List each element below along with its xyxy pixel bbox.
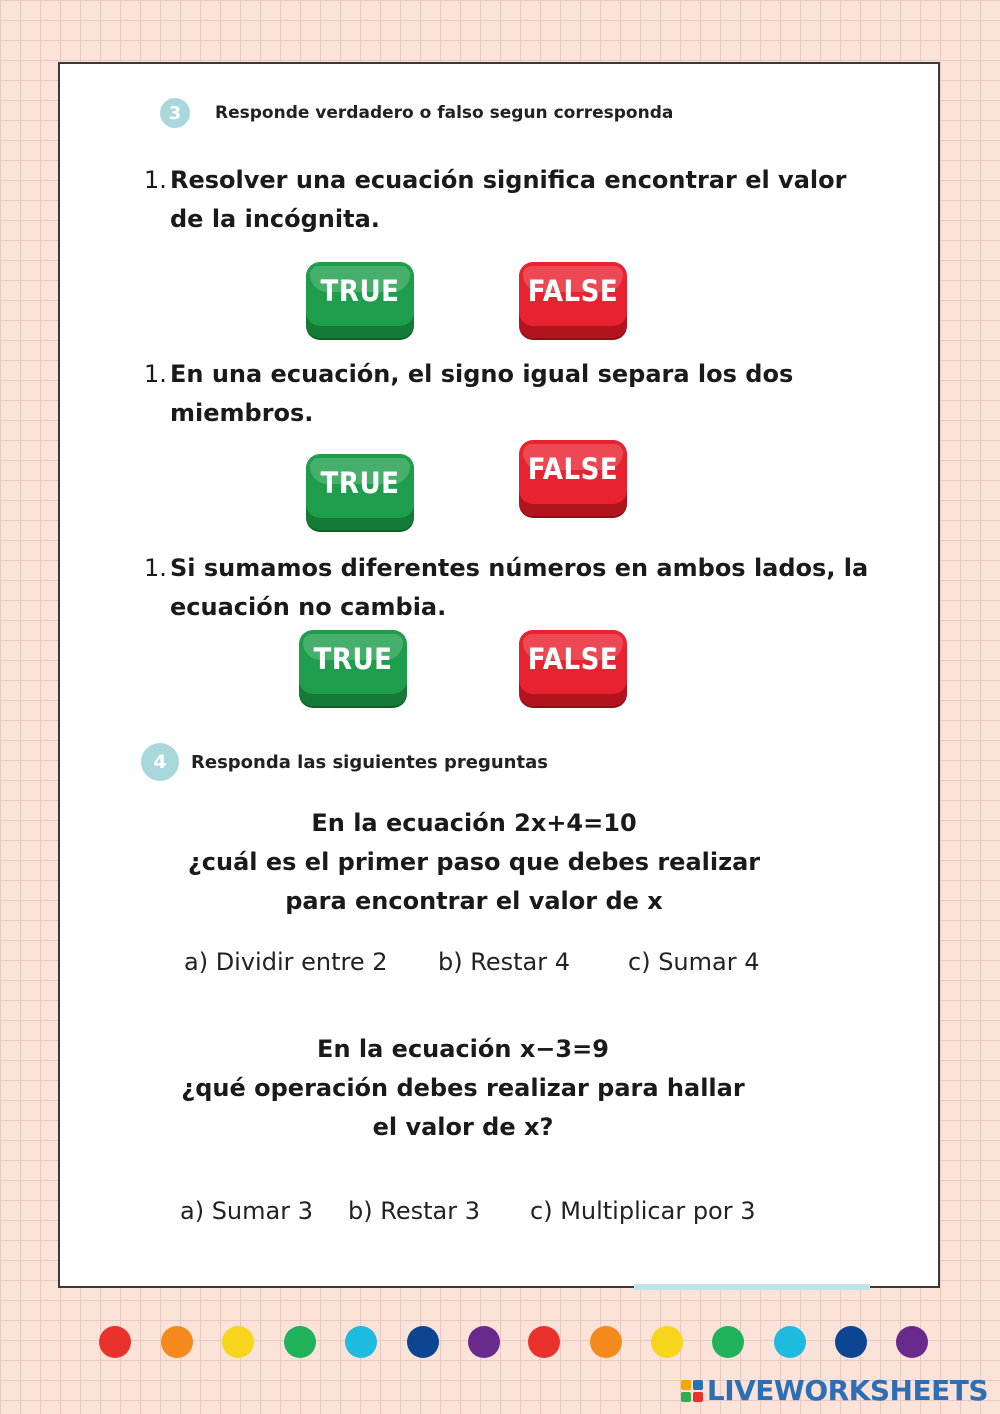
q2-true-button[interactable]: TRUE: [306, 454, 414, 530]
decorative-dot: [712, 1326, 744, 1358]
question-text-line1: En una ecuación, el signo igual separa los dos: [170, 360, 794, 388]
mc-question-line3: para encontrar el valor de x: [285, 887, 663, 915]
question-number: 1.: [144, 554, 167, 582]
mc-2-option-c[interactable]: c) Multiplicar por 3: [530, 1197, 756, 1225]
decorative-dot: [345, 1326, 377, 1358]
question-text-line2: de la incógnita.: [170, 205, 380, 233]
mc-question-line2: ¿cuál es el primer paso que debes realizar: [187, 848, 761, 876]
q1-false-button[interactable]: FALSE: [519, 262, 627, 338]
decorative-dot: [835, 1326, 867, 1358]
mc-2-option-b[interactable]: b) Restar 3: [348, 1197, 480, 1225]
section-number-badge: 4: [141, 743, 179, 781]
mc-question-line1: En la ecuación x−3=9: [317, 1035, 609, 1063]
mc-1-options: [0, 948, 1000, 982]
mc-1-option-c[interactable]: c) Sumar 4: [628, 948, 760, 976]
section-title: Responda las siguientes preguntas: [191, 751, 548, 773]
question-3: [144, 549, 868, 627]
section-title: Responde verdadero o falso segun corresponda: [215, 103, 674, 123]
decorative-dot: [222, 1326, 254, 1358]
mc-question-line1: En la ecuación 2x+4=10: [311, 809, 637, 837]
mc-question-2: [0, 1030, 963, 1147]
question-text-line1: Resolver una ecuación significa encontrar el valor: [170, 166, 847, 194]
decorative-dot: [651, 1326, 683, 1358]
decorative-dot: [896, 1326, 928, 1358]
section-4-header: [141, 743, 548, 781]
q1-true-button[interactable]: TRUE: [306, 262, 414, 338]
mc-question-1: [0, 804, 974, 921]
liveworksheets-brand[interactable]: [681, 1374, 988, 1407]
mc-2-option-a[interactable]: a) Sumar 3: [180, 1197, 313, 1225]
decorative-dot: [284, 1326, 316, 1358]
question-2: [144, 355, 793, 433]
decorative-dot: [774, 1326, 806, 1358]
decorative-dot: [99, 1326, 131, 1358]
liveworksheets-logo-icon: [681, 1380, 703, 1402]
question-text-line2: ecuación no cambia.: [170, 593, 447, 621]
q3-false-button[interactable]: FALSE: [519, 630, 627, 706]
brand-text: LIVEWORKSHEETS: [706, 1374, 988, 1407]
section-3-header: [160, 98, 673, 128]
mc-question-line3: el valor de x?: [372, 1113, 554, 1141]
q2-false-button[interactable]: FALSE: [519, 440, 627, 516]
question-number: 1.: [144, 166, 167, 194]
decorative-dot: [468, 1326, 500, 1358]
mc-1-option-a[interactable]: a) Dividir entre 2: [184, 948, 388, 976]
mc-2-options: [0, 1197, 1000, 1231]
question-1: [144, 161, 846, 239]
mc-question-line2: ¿qué operación debes realizar para hallar: [181, 1074, 745, 1102]
decorative-dot: [161, 1326, 193, 1358]
decorative-dot: [407, 1326, 439, 1358]
q3-true-button[interactable]: TRUE: [299, 630, 407, 706]
decorative-dot: [528, 1326, 560, 1358]
page-tab-decoration: [634, 1284, 870, 1290]
mc-1-option-b[interactable]: b) Restar 4: [438, 948, 570, 976]
question-text-line2: miembros.: [170, 399, 314, 427]
question-text-line1: Si sumamos diferentes números en ambos lados, la: [170, 554, 869, 582]
question-number: 1.: [144, 360, 167, 388]
section-number-badge: 3: [160, 98, 190, 128]
decorative-dot: [590, 1326, 622, 1358]
